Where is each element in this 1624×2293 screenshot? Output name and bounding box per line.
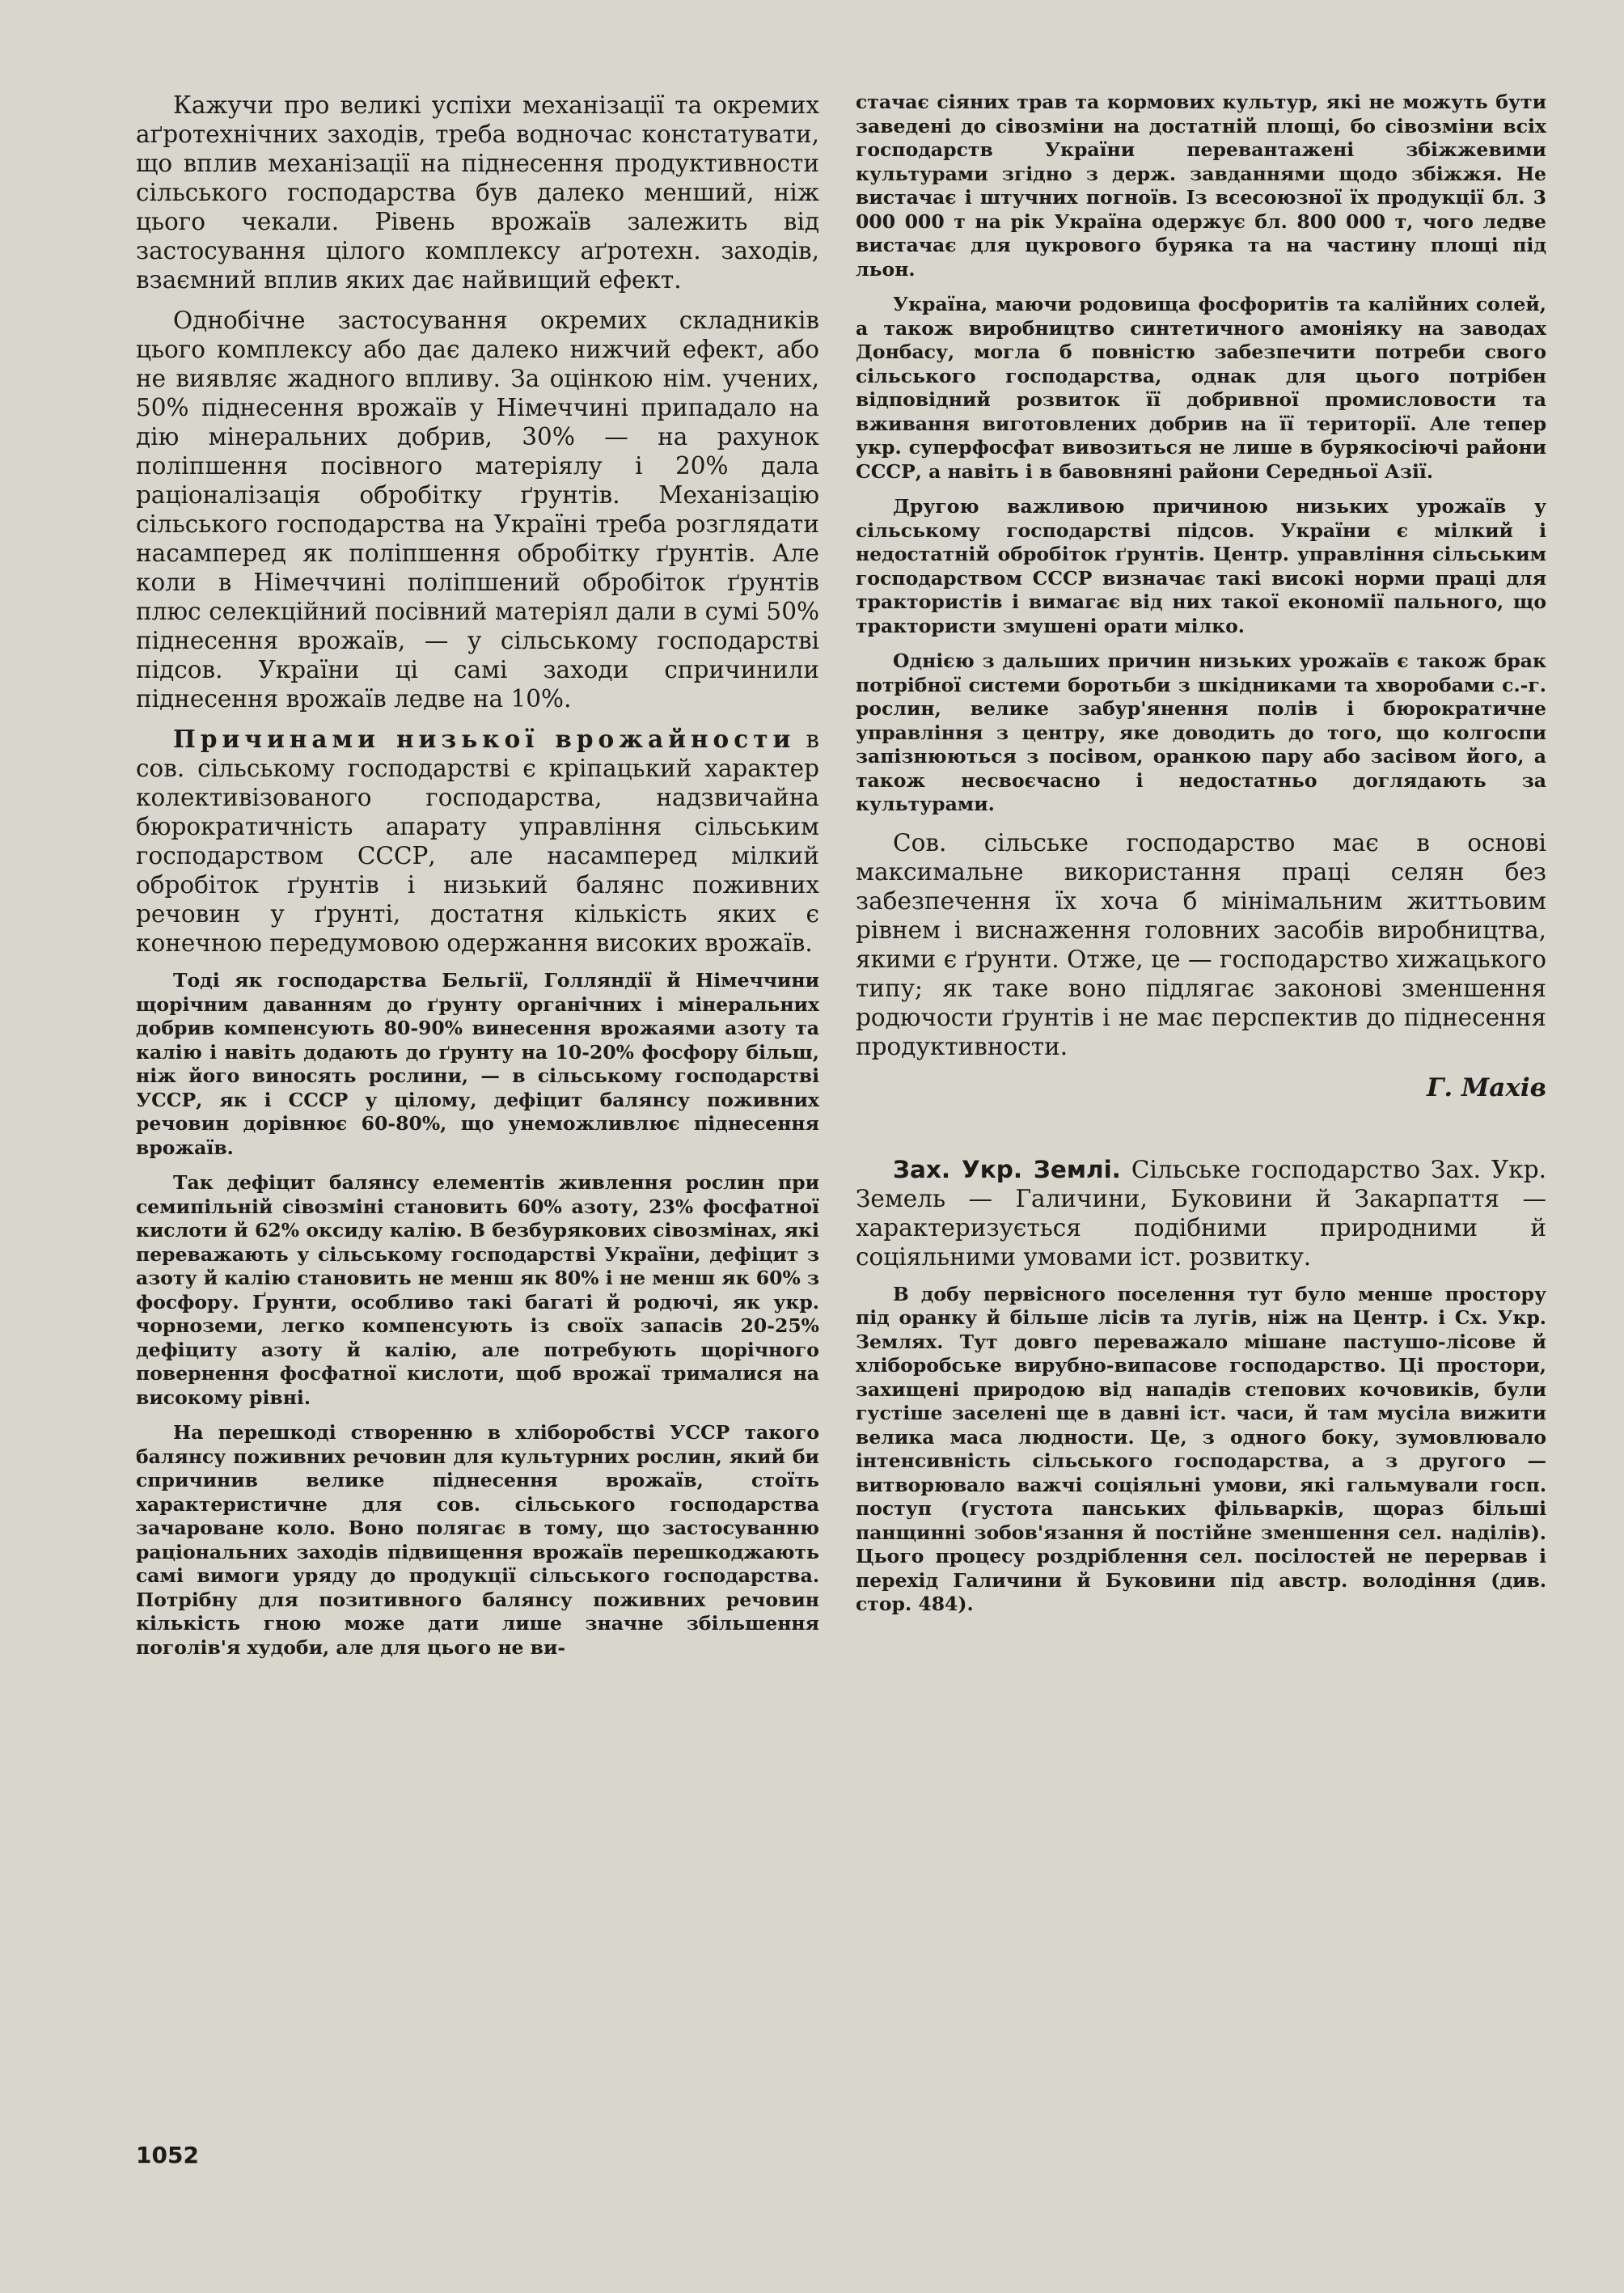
section-spacer <box>856 1115 1546 1155</box>
page-number: 1052 <box>136 2142 199 2168</box>
left-column <box>136 91 819 1671</box>
paragraph: В добу первісного поселення тут було менше простору під оранку й більше лісів та лугів, ніж на Центр. і Сх. Укр. Землях. Тут довго переважало мішане пастушо-лісове й хліборобське вирубно-випасове господарство. Ці простори, захищені природою від нападів степових кочовиків, були густіше заселені ще в давні іст. часи, й там мусіла вижити велика маса людности. Це, з одного боку, зумовлювало інтенсивність сільського господарства, а з другого — витворювало важчі соціяльні умови, які гальмували госп. поступ (густота панських фільварків, щораз більші панщинні зобов'язання й постійне зменшення сел. наділів). Цього процесу роздріблення сел. посілостей не перервав і перехід Галичини й Буковини під австр. володіння (див. стор. 484). <box>856 1282 1546 1615</box>
emphasis-phrase: Причинами низької врожайности <box>173 725 796 753</box>
section-heading: Зах. Укр. Землі. <box>893 1155 1121 1183</box>
paragraph: Сов. сільське господарство має в основі максимальне використання праці селян без забезпечення їх хоча б мінімальним життьовим рівнем і виснаження головних засобів виробництва, якими є ґрунти. Отже, це — господарство хижацького типу; як таке воно підлягає законові зменшення родючости ґрунтів і не має перспектив до піднесення продуктивности. <box>856 828 1546 1060</box>
paragraph: Однією з дальших причин низьких урожаїв є також брак потрібної системи боротьби з шкідниками та хворобами с.-г. рослин, велике забур'янення полів і бюрократичне управління з центру, яке доводить до того, що колгоспи запізнюються з посівом, оранкою пару або засівом його, а також несвоєчасно і недостатньо доглядають за культурами. <box>856 649 1546 815</box>
paragraph: Другою важливою причиною низьких урожаїв у сільському господарстві підсов. України є мілкий і недостатній обробіток ґрунтів. Центр. управління сільським господарством СССР визначає такі високі норми праці для трактористів і вимагає від них такої економії пального, що трактористи змушені орати мілко. <box>856 495 1546 637</box>
paragraph: стачає сіяних трав та кормових культур, які не можуть бути заведені до сівозміни на достатній площі, бо сівозміни всіх господарств України перевантажені збіжжевими культурами згідно з держ. завданнями щодо збіжжя. Не вистачає і штучних погноїв. Із всесоюзної їх продукції бл. 3 000 000 т на рік Україна одержує бл. 800 000 т, чого ледве вистачає для цукрового буряка та на частину площі під льон. <box>856 91 1546 281</box>
paragraph: На перешкоді створенню в хліборобстві УССР такого балянсу поживних речовин для культурних рослин, який би спричинив велике піднесення врожаїв, стоїть характеристичне для сов. сільського господарства зачароване коло. Воно полягає в тому, що застосуванню раціональних заходів підвищення врожаїв перешкоджають самі вимоги уряду до продукції сільського господарства. Потрібну для позитивного балянсу поживних речовин кількість гною може дати лише значне збільшення поголів'я худоби, але для цього не ви- <box>136 1421 819 1659</box>
paragraph: Однобічне застосування окремих складників цього комплексу або дає далеко нижчий ефект, або не виявляє жадного впливу. За оцінкою нім. учених, 50% піднесення врожаїв у Німеччині припадало на дію мінеральних добрив, 30% — на рахунок поліпшення посівного матеріялу і 20% дала раціоналізація обробітку ґрунтів. Механізацію сільського господарства на Україні треба розглядати насамперед як поліпшення обробітку ґрунтів. Але коли в Німеччині поліпшений обробіток ґрунтів плюс селекційний посівний матеріял дали в сумі 50% піднесення врожаїв, — у сільському господарстві підсов. України ці самі заходи спричинили піднесення врожаїв ледве на 10%. <box>136 307 819 713</box>
paragraph: Так дефіцит балянсу елементів живлення рослин при семипільній сівозміні становить 60% азоту, 23% фосфатної кислоти й 62% оксиду калію. В безбурякових сівозмінах, які переважають у сільському господарстві України, дефіцит з азоту й калію становить не менш як 80% і не менш як 60% з фосфору. Ґрунти, особливо такі багаті й родючі, як укр. чорноземи, легко компенсують із своїх запасів 20-25% дефіциту азоту й калію, але потребують щорічного повернення фосфатної кислоти, щоб врожаї трималися на високому рівні. <box>136 1171 819 1409</box>
paragraph: Кажучи про великі успіхи механізації та окремих аґротехнічних заходів, треба водночас констатувати, що вплив механізації на піднесення продуктивности сільського господарства був далеко менший, ніж цього чекали. Рівень врожаїв залежить від застосування цілого комплексу аґротехн. заходів, взаємний вплив яких дає найвищий ефект. <box>136 91 819 294</box>
paragraph: Тоді як господарства Бельгії, Голляндії й Німеччини щорічним даванням до ґрунту органічних і мінеральних добрив компенсують 80-90% винесення врожаями азоту та калію і навіть додають до ґрунту на 10-20% фосфору більш, ніж його виносять рослини, — в сільському господарстві УССР, як і СССР у цілому, дефіцит балянсу поживних речовин дорівнює 60-80%, що унеможливлює піднесення врожаїв. <box>136 969 819 1159</box>
paragraph-text: в сов. сільському господарстві є кріпацький характер колективізованого господарства, надзвичайна бюрократичність апарату управління сільським господарством СССР, але насамперед мілкий обробіток ґрунтів і низький балянс поживних речовин у ґрунті, достатня кількість яких є конечною передумовою одержання високих врожаїв. <box>136 726 819 957</box>
paragraph-text: Сільське господарство Зах. Укр. Земель — Галичини, Буковини й Закарпаття — характеризується подібними природними й соціяльними умовами іст. розвитку. <box>856 1155 1546 1271</box>
paragraph: Україна, маючи родовища фосфоритів та калійних солей, а також виробництво синтетичного амоніяку на заводах Донбасу, могла б повністю забезпечити потреби свого сільського господарства, однак для цього потрібен відповідний розвиток її добривної промисловости та вживання виготовлених добрив на її території. Але тепер укр. суперфосфат вивозиться не лише в бурякосіючі райони СССР, а навіть і в бавовняні райони Середньої Азії. <box>856 293 1546 483</box>
section-intro <box>856 1155 1546 1271</box>
right-column <box>856 91 1546 1628</box>
paragraph <box>136 725 819 958</box>
author-signature: Г. Махів <box>1426 1072 1546 1102</box>
